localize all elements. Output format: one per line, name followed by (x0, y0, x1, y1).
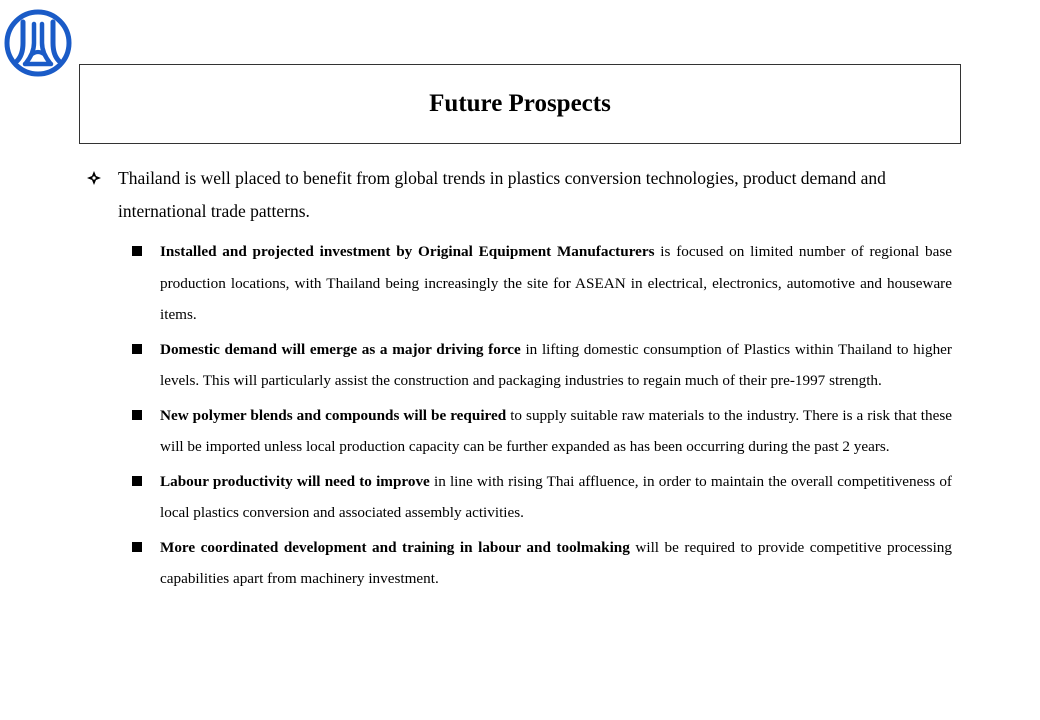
sub-point-lead: Installed and projected investment by Original Equipment Manufacturers (160, 243, 655, 260)
sub-point (160, 334, 952, 397)
sub-point-lead: Domestic demand will emerge as a major driving force (160, 340, 521, 358)
sub-point-text: is focused on limited number of regional base production locations, with Thailand being increasingly the site for ASEAN in electrical, electronics, automotive and houseware items. (160, 243, 952, 323)
sub-point-text: to supply suitable raw materials to the industry. There is a risk that these will be imported unless local production capacity can be further expanded as has been occurring during the past 2 years. (160, 406, 952, 455)
sub-point-lead: New polymer blends and compounds will be required (160, 406, 507, 424)
square-bullet-icon (132, 476, 142, 486)
sub-point-text: will be required to provide competitive processing capabilities apart from machinery investment. (160, 538, 952, 587)
sub-point (160, 466, 952, 529)
sub-point-list (160, 236, 952, 598)
diamond-bullet-icon (86, 170, 102, 186)
sub-point-lead: More coordinated development and training in labour and toolmaking (160, 538, 630, 556)
sub-point-lead: Labour productivity will need to improve (160, 472, 430, 490)
main-point: Thailand is well placed to benefit from global trends in plastics conversion technologies, product demand and international trade patterns. (118, 168, 886, 221)
square-bullet-icon (132, 542, 142, 552)
square-bullet-icon (132, 246, 142, 256)
sub-point (160, 400, 952, 463)
sub-point (160, 236, 952, 331)
sub-point (160, 532, 952, 595)
sub-point-text: in lifting domestic consumption of Plastics within Thailand to higher levels. This will particularly assist the construction and packaging industries to regain much of their pre-1997 strength. (160, 340, 952, 389)
page-title: Future Prospects (429, 90, 611, 117)
square-bullet-icon (132, 410, 142, 420)
sub-point-text: in line with rising Thai affluence, in order to maintain the overall competitiveness of local plastics conversion and associated assembly activities. (160, 472, 952, 521)
company-logo-icon (4, 9, 72, 77)
square-bullet-icon (132, 344, 142, 354)
title-box (79, 64, 961, 144)
